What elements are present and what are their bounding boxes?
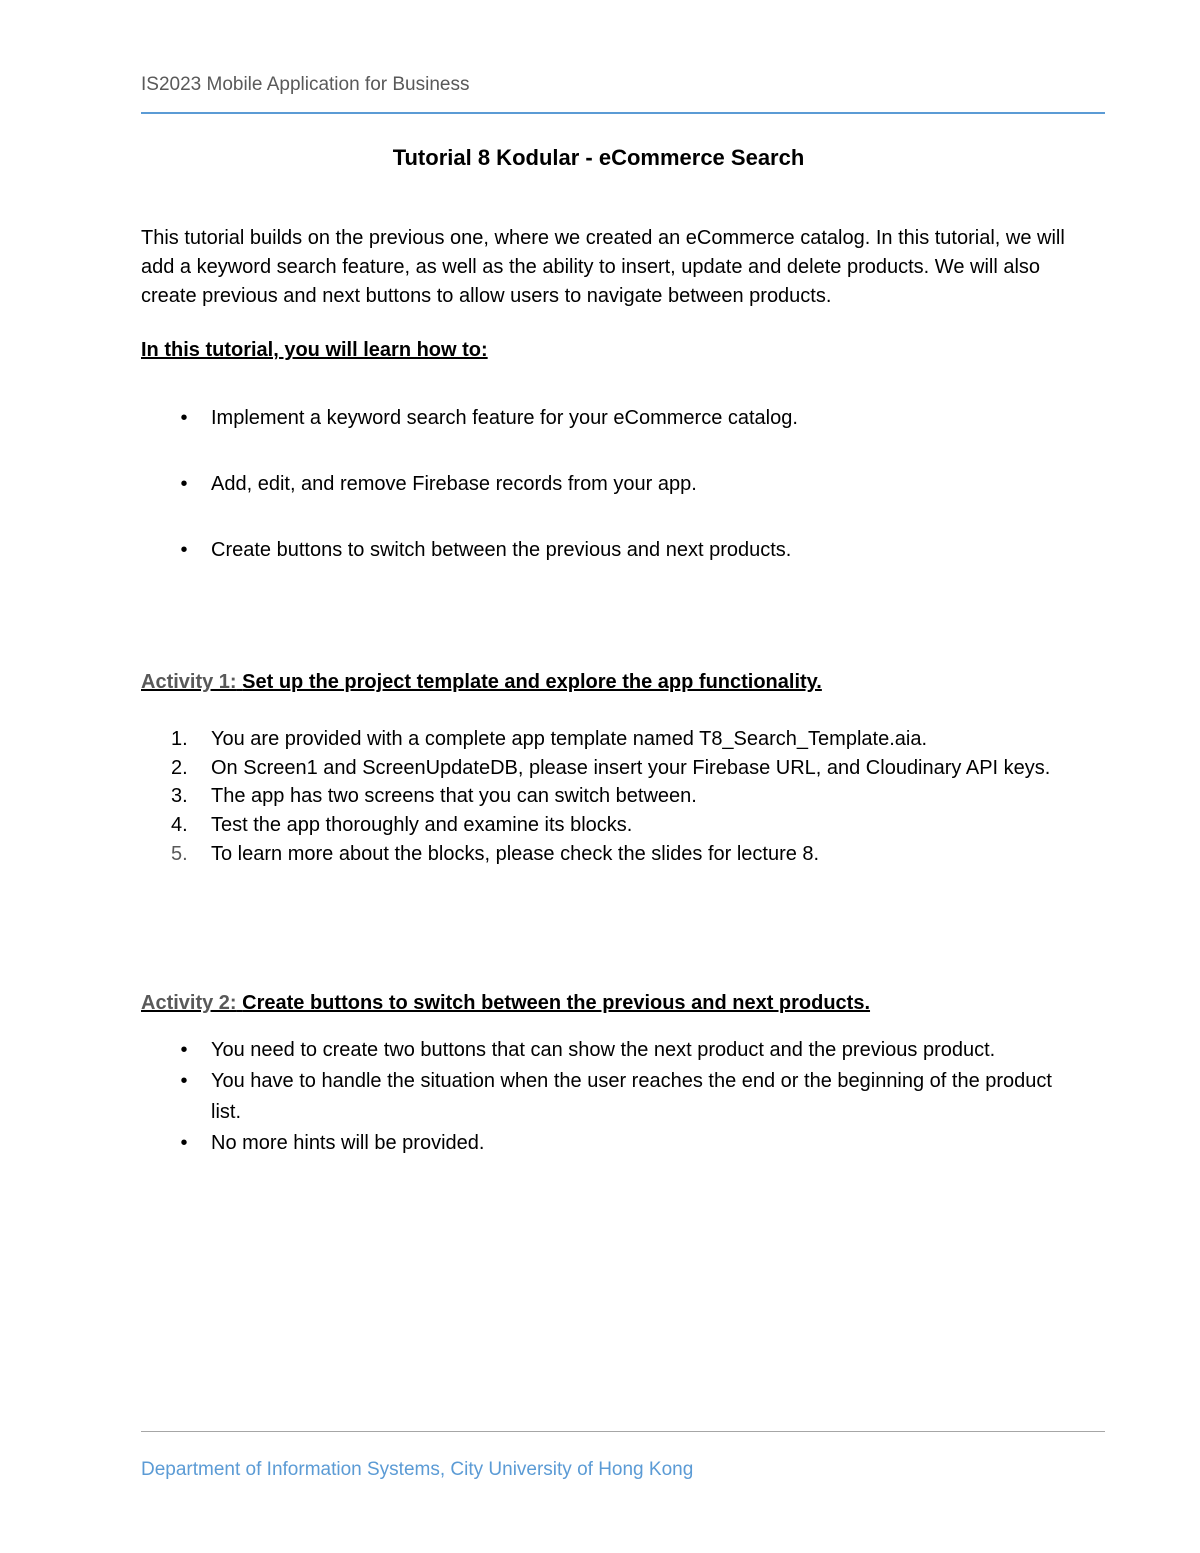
step-number: 2. bbox=[171, 756, 188, 779]
step-item bbox=[141, 725, 1071, 754]
page-footer: Department of Information Systems, City University of Hong Kong bbox=[141, 1459, 694, 1480]
bullet-icon: • bbox=[180, 1039, 188, 1061]
list-item bbox=[141, 470, 1081, 536]
footer-divider bbox=[141, 1431, 1105, 1432]
step-text: Test the app thoroughly and examine its blocks. bbox=[211, 814, 633, 837]
list-item bbox=[141, 536, 1081, 602]
step-number: 3. bbox=[171, 785, 188, 808]
activity-1-title: Set up the project template and explore the app functionality. bbox=[242, 671, 822, 693]
learn-heading: In this tutorial, you will learn how to: bbox=[141, 339, 488, 361]
step-item bbox=[141, 811, 1071, 840]
bullet-icon: • bbox=[180, 473, 188, 495]
list-item-text: You need to create two buttons that can show the next product and the previous product. bbox=[211, 1039, 996, 1061]
step-number: 1. bbox=[171, 728, 188, 750]
header-divider bbox=[141, 112, 1105, 114]
bullet-icon: • bbox=[180, 539, 188, 561]
list-item-text: Add, edit, and remove Firebase records from your app. bbox=[211, 473, 697, 495]
bullet-icon: • bbox=[180, 1132, 188, 1154]
step-number: 5. bbox=[171, 842, 188, 865]
learn-list bbox=[141, 404, 1081, 602]
bullet-icon: • bbox=[180, 407, 188, 429]
activity-2-label: Activity 2: bbox=[141, 992, 237, 1014]
activity-1-heading bbox=[141, 671, 822, 694]
list-item bbox=[141, 1128, 1071, 1159]
activity-2-tasks bbox=[141, 1035, 1071, 1159]
activity-1-label: Activity 1: bbox=[141, 671, 237, 693]
list-item bbox=[141, 404, 1081, 470]
activity-2-title: Create buttons to switch between the previous and next products. bbox=[242, 992, 871, 1014]
step-item bbox=[141, 754, 1071, 783]
document-title: Tutorial 8 Kodular - eCommerce Search bbox=[392, 145, 805, 170]
list-item bbox=[141, 1066, 1071, 1128]
step-item bbox=[141, 840, 1071, 869]
step-text: The app has two screens that you can switch between. bbox=[211, 785, 697, 808]
list-item bbox=[141, 1035, 1071, 1066]
page-header: IS2023 Mobile Application for Business bbox=[141, 74, 470, 95]
activity-2-heading bbox=[141, 992, 870, 1015]
list-item-text: No more hints will be provided. bbox=[211, 1132, 485, 1154]
activity-1-steps bbox=[141, 725, 1071, 869]
step-number: 4. bbox=[171, 814, 188, 837]
intro-paragraph: This tutorial builds on the previous one, where we created an eCommerce catalog. In this tutorial, we will add a keyword search feature, as well as the ability to insert, update and delete products. We will also create previous and next buttons to allow users to navigate between products. bbox=[141, 227, 1065, 307]
step-item bbox=[141, 782, 1071, 811]
list-item-text: You have to handle the situation when the user reaches the end or the beginning of the product list. bbox=[211, 1070, 1052, 1123]
step-text: To learn more about the blocks, please check the slides for lecture 8. bbox=[211, 842, 820, 865]
list-item-text: Create buttons to switch between the previous and next products. bbox=[211, 539, 792, 561]
step-text: You are provided with a complete app template named T8_Search_Template.aia. bbox=[211, 728, 928, 750]
step-text: On Screen1 and ScreenUpdateDB, please insert your Firebase URL, and Cloudinary API keys. bbox=[211, 756, 1051, 779]
list-item-text: Implement a keyword search feature for your eCommerce catalog. bbox=[211, 407, 798, 429]
bullet-icon: • bbox=[180, 1070, 188, 1092]
